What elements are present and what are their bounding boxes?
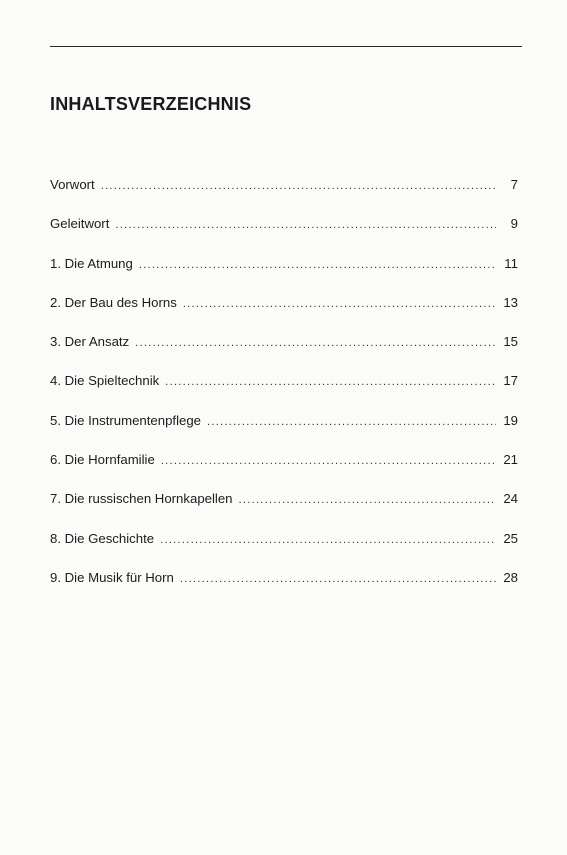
toc-entry-geschichte <box>50 530 518 569</box>
toc-entry-page: 19 <box>503 412 518 428</box>
toc-entry-geleitwort <box>50 215 518 254</box>
top-rule <box>50 46 522 47</box>
toc-entry-page: 25 <box>503 530 518 546</box>
dot-leader <box>165 373 496 391</box>
dot-leader <box>101 177 496 195</box>
toc-entry-title: 4. Die Spieltechnik <box>50 373 160 389</box>
dot-leader <box>160 531 496 549</box>
toc-entry-title: 7. Die russischen Hornkapellen <box>50 491 233 507</box>
toc-entry-instrumentenpflege <box>50 412 518 451</box>
toc-entry-page: 9 <box>510 216 518 232</box>
dot-leader <box>239 491 496 509</box>
toc-entry-page: 11 <box>504 255 518 271</box>
toc-entry-hornkapellen <box>50 490 518 529</box>
toc-entry-title: 5. Die Instrumentenpflege <box>50 412 202 428</box>
toc-entry-title: 1. Die Atmung <box>50 255 133 271</box>
toc-heading: INHALTSVERZEICHNIS <box>50 94 252 114</box>
dot-leader <box>161 452 496 470</box>
toc-entry-title: Vorwort <box>50 177 95 192</box>
toc-entry-title: Geleitwort <box>50 216 110 232</box>
toc-entry-hornfamilie <box>50 451 518 490</box>
toc-entry-atmung <box>50 255 518 294</box>
toc-entry-page: 13 <box>503 294 518 310</box>
table-of-contents <box>50 176 518 608</box>
toc-entry-musik-fuer-horn <box>50 569 518 608</box>
toc-entry-ansatz <box>50 333 518 372</box>
toc-entry-bau-des-horns <box>50 294 518 333</box>
toc-entry-page: 15 <box>503 334 518 350</box>
toc-entry-page: 7 <box>510 177 518 192</box>
dot-leader <box>115 216 496 234</box>
toc-entry-title: 9. Die Musik für Horn <box>50 569 174 585</box>
toc-entry-title: 6. Die Hornfamilie <box>50 452 155 468</box>
toc-entry-vorwort <box>50 176 518 215</box>
toc-entry-title: 3. Der Ansatz <box>50 334 130 350</box>
dot-leader <box>207 413 496 431</box>
toc-entry-page: 28 <box>503 569 518 585</box>
dot-leader <box>180 570 496 588</box>
toc-entry-spieltechnik <box>50 372 518 411</box>
dot-leader <box>183 295 496 313</box>
toc-entry-page: 24 <box>503 491 518 507</box>
toc-entry-title: 8. Die Geschichte <box>50 530 155 546</box>
toc-entry-page: 17 <box>503 373 518 389</box>
toc-entry-page: 21 <box>503 452 518 468</box>
dot-leader <box>139 256 496 274</box>
toc-entry-title: 2. Der Bau des Horns <box>50 294 177 310</box>
dot-leader <box>135 334 496 352</box>
